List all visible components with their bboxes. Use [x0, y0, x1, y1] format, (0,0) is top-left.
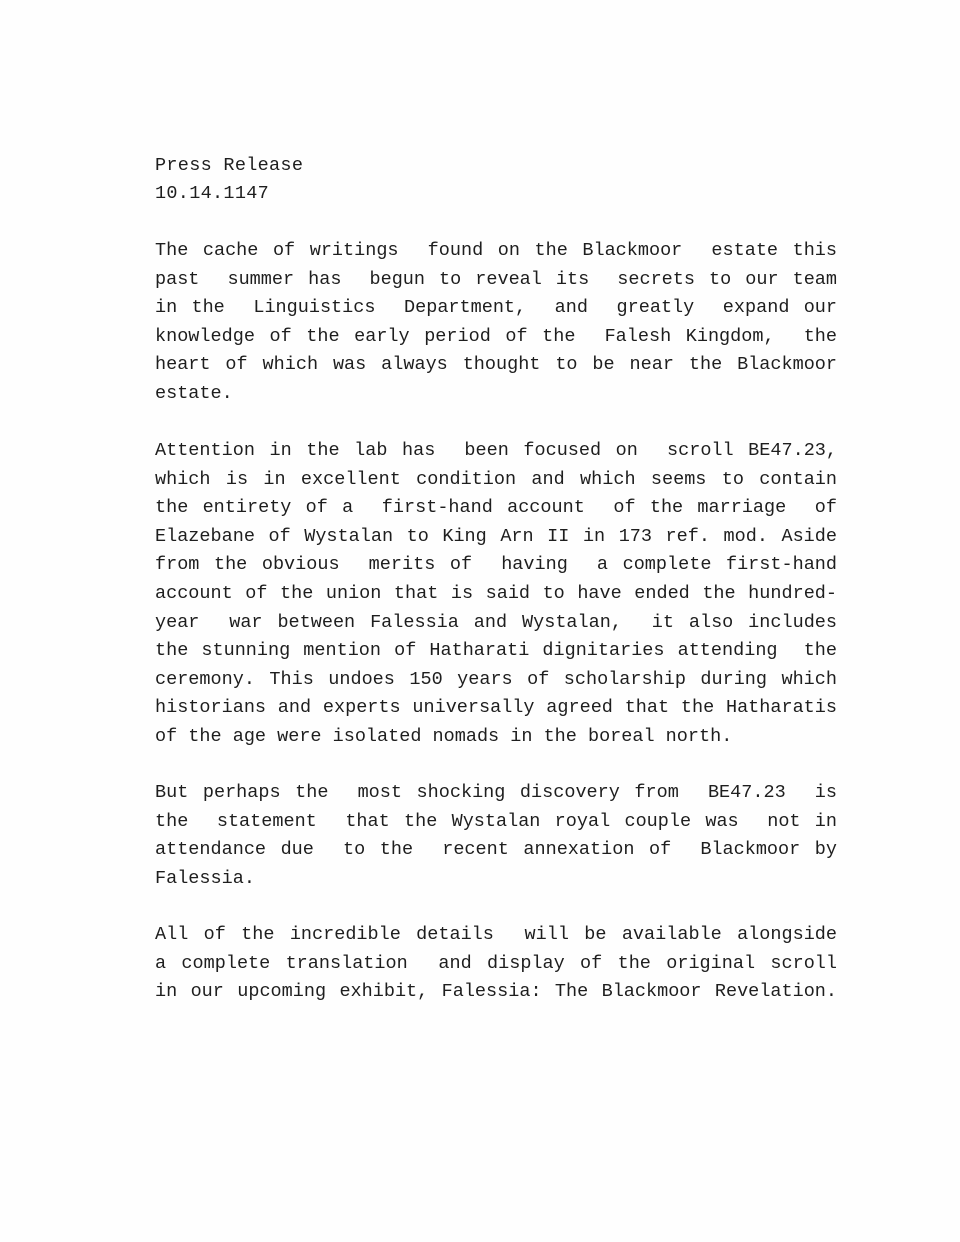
paragraph-shocking-discovery	[155, 779, 837, 893]
text-line: Falessia.	[155, 867, 255, 889]
text-line: the statement that the Wystalan royal couple was not in	[155, 810, 837, 832]
text-line: But perhaps the most shocking discovery from BE47.23 is	[155, 782, 837, 803]
text-line: which is in excellent condition and which seems to contain	[155, 468, 837, 490]
text-line: the stunning mention of Hatharati dignitaries attending the	[155, 640, 837, 662]
text-line: Attention in the lab has been focused on scroll BE47.23,	[155, 440, 837, 461]
document-date: 10.14.1147	[155, 183, 270, 204]
text-line: the entirety of a first-hand account of the marriage of	[155, 497, 837, 519]
text-line: estate.	[155, 382, 233, 404]
text-line: from the obvious merits of having a complete first-hand	[155, 554, 837, 576]
text-line: historians and experts universally agreed that the Hatharatis	[155, 697, 837, 719]
paragraph-exhibit	[155, 921, 837, 1007]
text-line: a complete translation and display of the original scroll	[155, 952, 837, 974]
text-line: All of the incredible details will be available alongside	[155, 924, 837, 945]
text-line: ceremony. This undoes 150 years of scholarship during which	[155, 668, 837, 690]
text-line: Elazebane of Wystalan to King Arn II in 173 ref. mod. Aside	[155, 525, 837, 547]
text-line: in our upcoming exhibit, Falessia: The Blackmoor Revelation.	[155, 981, 837, 1003]
text-line: attendance due to the recent annexation of Blackmoor by	[155, 839, 837, 861]
document-header	[155, 152, 303, 208]
text-line: account of the union that is said to have ended the hundred-	[155, 582, 837, 604]
text-line: of the age were isolated nomads in the boreal north.	[155, 725, 733, 747]
text-line: past summer has begun to reveal its secrets to our team	[155, 268, 837, 290]
text-line: knowledge of the early period of the Falesh Kingdom, the	[155, 325, 837, 347]
document-type-label: Press Release	[155, 155, 304, 176]
text-line: heart of which was always thought to be near the Blackmoor	[155, 354, 837, 376]
text-line: The cache of writings found on the Blackmoor estate this	[155, 240, 837, 261]
paragraph-discovery	[155, 237, 837, 409]
text-line: year war between Falessia and Wystalan, it also includes	[155, 611, 837, 633]
paragraph-scroll-focus	[155, 437, 837, 752]
text-line: in the Linguistics Department, and greatly expand our	[155, 297, 837, 319]
